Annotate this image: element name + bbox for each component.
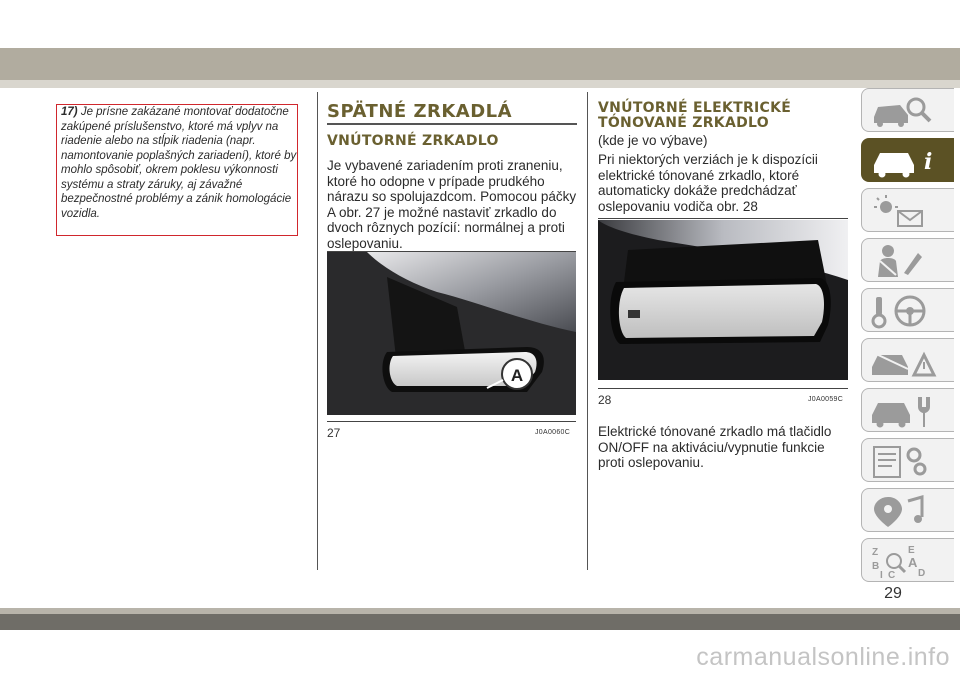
- electro-mirror-heading: [598, 101, 848, 131]
- tab-index[interactable]: [861, 538, 954, 582]
- figure-27-number: 27: [327, 426, 341, 440]
- inner-mirror-text: Je vybavené zariadením proti zraneniu, ktoré ho odopne v prípade prudkého nárazu so spolujazdcom. Pomocou páčky A obr. 27 je možné nastaviť zrkadlo do dvoch rôznych pozícií: normálnej a proti oslepovaniu.: [327, 158, 577, 251]
- svg-text:A: A: [908, 555, 918, 570]
- figure-28-image: [598, 220, 848, 380]
- electro-mirror-text: Pri niektorých verziách je k dispozícii elektrické tónované zrkadlo, ktoré automaticky dokáže predchádzať oslepovaniu vodiča obr. 28: [598, 152, 818, 214]
- tab-warning-lights[interactable]: [861, 188, 954, 232]
- warning-light-envelope-icon: [868, 193, 938, 229]
- music-navigation-icon: [868, 493, 938, 529]
- electro-mirror-subtitle: (kde je vo výbave): [598, 133, 708, 148]
- figure-28-top-rule: [598, 218, 848, 219]
- figure-28-bottom-rule: [598, 388, 848, 389]
- warning-number: 17): [61, 106, 78, 118]
- electro-mirror-text-2: Elektrické tónované zrkadlo má tlačidlo ON/OFF na aktiváciu/vypnutie funkcie proti oslepovaniu.: [598, 424, 832, 470]
- person-seatbelt-icon: [868, 243, 938, 279]
- svg-text:E: E: [908, 545, 915, 556]
- tab-emergency[interactable]: [861, 338, 954, 382]
- electro-mirror-heading-line2: TÓNOVANÉ ZRKADLO: [598, 115, 769, 131]
- figure-27-bottom-rule: [327, 421, 576, 422]
- document-gear-icon: [868, 443, 938, 479]
- page-number: 29: [884, 585, 902, 602]
- figure-28-number: 28: [598, 393, 612, 407]
- tab-technical-data[interactable]: [861, 438, 954, 482]
- tab-maintenance[interactable]: [861, 388, 954, 432]
- electro-mirror-heading-line1: VNÚTORNÉ ELEKTRICKÉ: [598, 100, 792, 116]
- footer-band: [0, 614, 960, 630]
- tab-info-letter: i: [924, 149, 933, 175]
- svg-text:I: I: [880, 570, 883, 579]
- watermark: carmanualsonline.info: [696, 643, 950, 671]
- figure-28-code: J0A0059C: [808, 396, 844, 403]
- svg-text:C: C: [888, 570, 896, 579]
- electrochromic-mirror-photo: [598, 220, 848, 380]
- svg-text:B: B: [872, 561, 880, 572]
- column-divider-1: [317, 92, 318, 570]
- car-warning-triangle-icon: [868, 343, 938, 379]
- warning-note: [56, 104, 298, 236]
- figure-27-image: [327, 252, 576, 415]
- alphabet-index-icon: [868, 543, 938, 579]
- section-title-underline: [327, 123, 577, 125]
- tab-car-magnifier[interactable]: [861, 88, 954, 132]
- car-magnifier-icon: [868, 93, 938, 129]
- inner-mirror-heading: VNÚTORNÉ ZRKADLO: [327, 133, 499, 149]
- figure-27-code: J0A0060C: [535, 429, 571, 436]
- column-divider-2: [587, 92, 588, 570]
- car-wrench-icon: [868, 393, 938, 429]
- car-info-icon: [868, 143, 938, 179]
- steering-wheel-key-icon: [868, 293, 938, 329]
- tab-starting-driving[interactable]: [861, 288, 954, 332]
- warning-text: Je prísne zakázané montovať dodatočne zakúpené príslušenstvo, ktoré má vplyv na riadenie alebo na stĺpik riadenia (napr. namontovanie poplašných zariadení), ktoré by mohlo spôsobiť, okrem poklesu výkonnosti systému a straty záruky, aj závažné bezpečnostné problémy a zánik homologácie vozidla.: [61, 106, 297, 220]
- section-title: SPÄTNÉ ZRKADLÁ: [327, 101, 513, 122]
- header-band: [0, 48, 960, 80]
- tab-multimedia[interactable]: [861, 488, 954, 532]
- svg-text:Z: Z: [872, 547, 879, 558]
- tab-safety[interactable]: [861, 238, 954, 282]
- callout-a: A: [510, 366, 524, 385]
- svg-text:D: D: [918, 568, 926, 579]
- header-strip: [0, 80, 960, 88]
- tab-car-info[interactable]: [861, 138, 954, 182]
- mirror-lever-photo: [327, 252, 576, 415]
